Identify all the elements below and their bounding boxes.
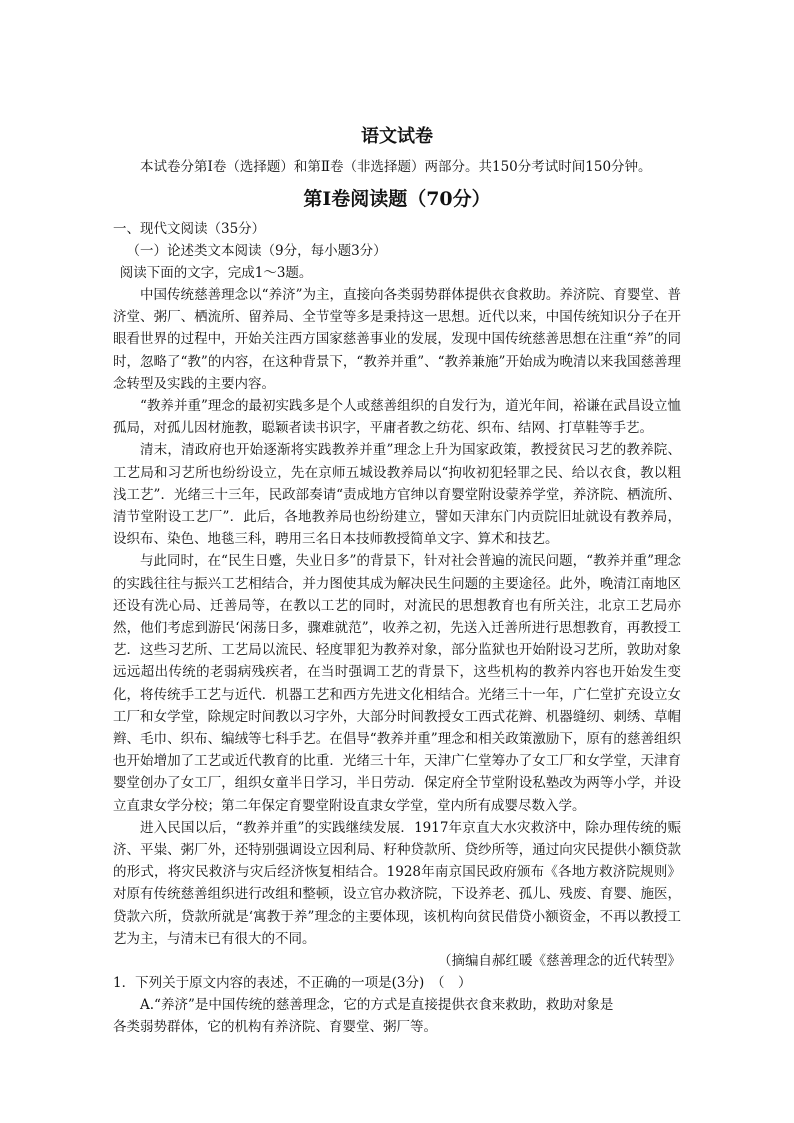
reading-instruction: 阅读下面的文字，完成1～3题。 [119,265,313,281]
exam-page [113,124,681,1038]
paragraph: 与此同时，在“民生日蹙，失业日多”的背景下，针对社会普遍的流民问题，“教养并重”理念的实践往往与振兴工艺相结合，并力图使其成为解决民生问题的主要途径。此外，晚清江南地区还设有洗心局、迁善局等，在教以工艺的同时，对流民的思想教育也有所关注，北京工艺局亦然，他们考虑到游民‘闲荡日多，骤难就范”，收养之初，先送入迁善所进行思想教育，再教授工艺．这些习艺所、工艺局以流民、轻度罪犯为教养对象，部分监狱也开始附设习艺所，敦助对象远远超出传统的老弱病残疾者，在当时强调工艺的背景下，这些机构的教养内容也开始发生变化，将传统手工艺与近代．机器工艺和西方先进文化相结合。光绪三十一年，广仁堂扩充设立女工厂和女学堂，除规定时间教以习字外，大部分时间教授女工西式花辫、机器缝纫、刺绣、草帽辫、毛巾、织布、编绒等七科手艺。在倡导“教养并重”理念和相关政策激励下，原有的慈善组织也开始增加了工艺或近代教育的比重．光绪三十年，天津广仁堂筹办了女工厂和女学堂，天津育婴堂创办了女工厂，组织女童半日学习，半日劳动．保定府全节堂附设私塾改为两等小学，并设立直隶女学分校；第二年保定育婴堂附设直隶女学堂，堂内所有成婴尽数入学。 [113,553,681,814]
section-heading: 一、现代文阅读（35分） [113,221,266,237]
paragraph: “教养并重”理念的最初实践多是个人或慈善组织的自发行为，道光年间，裕谦在武昌设立恤孤局，对孤儿因材施教，聪颖者读书识字，平庸者教之纺花、织布、结网、打草鞋等手艺。 [113,398,681,437]
question-1: 1．下列关于原文内容的表述，不正确的一项是(3分) （ ） [113,975,472,992]
paragraph: 进入民国以后，“教养并重”的实践继续发展．1917年京直大水灾救济中，除办理传统的赈济、平粜、粥厂外，还特别强调设立因利局、籽种贷款所、贷纱所等，通过向灾民提供小额贷款的形式，将灾民救济与灾后经济恢复相结合。1928年南京国民政府颁布《各地方救济院规则》对原有传统慈善组织进行改组和整顿，设立官办救济院，下设养老、孤儿、残废、育婴、施医，贷款六所，贷款所就是‘寓教于养”理念的主要体现，该机构向贫民借贷小额资金，不再以教授工艺为主，与清末已有很大的不同。 [113,819,681,947]
exam-subtitle: 本试卷分第Ⅰ卷（选择题）和第Ⅱ卷（非选择题）两部分。共150分考试时间150分钟。 [140,159,652,175]
exam-title: 语文试卷 [361,126,433,147]
option-a-continued: 各类弱势群体，它的机构有养济院、育婴堂、粥厂等。 [113,1019,437,1036]
subsection-heading: （一）论述类文本阅读（9分，每小题3分） [126,243,387,259]
paragraph: 清末，清政府也开始逐渐将实践教养并重”理念上升为国家政策，教授贫民习艺的教养院、工艺局和习艺所也纷纷设立，先在京师五城设教养局以“拘收初犯轻罪之民、给以衣食，教以粗浅工艺”．光绪三十三年，民政部奏请“责成地方官绅以育婴堂附设蒙养学堂，养济院、栖流所、清节堂附设工艺厂”．此后，各地教养局也纷纷建立，譬如天津东门内贡院旧址就设有教养局，设织布、染色、地毯三科，聘用三名日本技师教授简单文字、算术和技艺。 [113,442,681,548]
paragraph: 中国传统慈善理念以“养济”为主，直接向各类弱势群体提供衣食救助。养济院、育婴堂、普济堂、粥厂、栖流所、留养局、全节堂等多是秉持这一思想。近代以来，中国传统知识分子在开眼看世界的过程中，开始关注西方国家慈善事业的发展，发现中国传统慈善思想在注重“养”的同时，忽略了“教”的内容，在这种背景下，“教养并重”、“教养兼施”开始成为晚清以来我国慈善理念转型及实践的主要内容。 [113,287,681,392]
source-citation: （摘编自郝红暖《慈善理念的近代转型》 [438,953,681,970]
part-title: 第Ⅰ卷阅读题（70分） [303,188,491,210]
option-a: A.“养济”是中国传统的慈善理念，它的方式是直接提供衣食来救助，救助对象是 [140,997,614,1014]
